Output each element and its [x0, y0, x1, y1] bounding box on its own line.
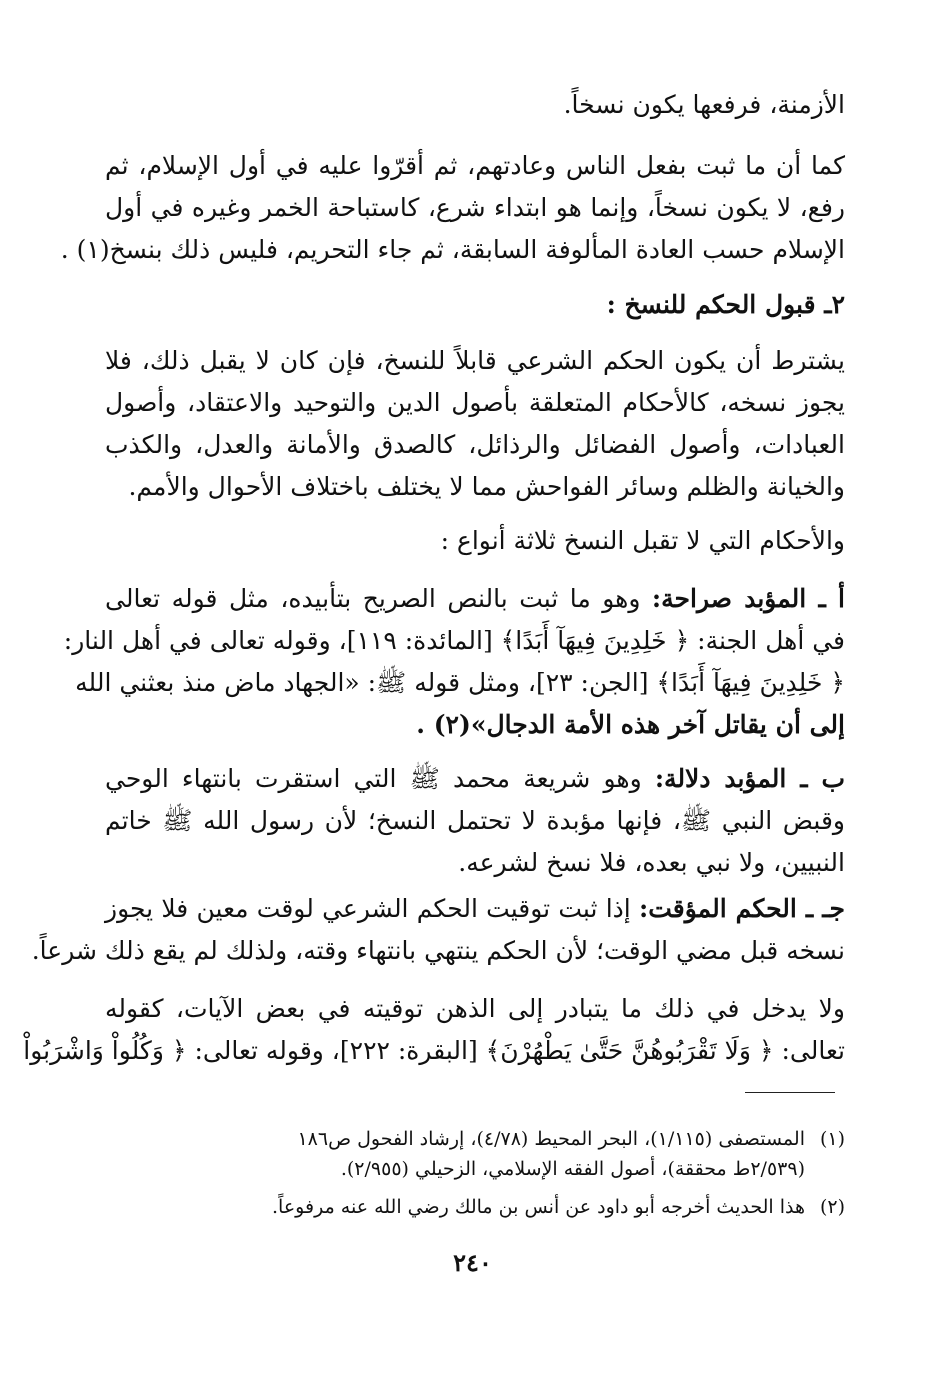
- footnote-line: [105, 1192, 845, 1222]
- paragraph-intro: [105, 84, 845, 126]
- footnote-text: هذا الحديث أخرجه أبو داود عن أنس بن مالك رضي الله عنه مرفوعاً.: [272, 1196, 805, 1218]
- text-line: نسخه قبل مضي الوقت؛ لأن الحكم ينتهي بانتهاء وقته، ولذلك لم يقع ذلك شرعاً.: [31, 936, 845, 965]
- text-line: العبادات، وأصول الفضائل والرذائل، كالصدق والأمانة والعدل، والكذب: [105, 430, 845, 459]
- type-a-paragraph: [63, 578, 846, 746]
- footnote-2: [105, 1192, 845, 1222]
- text-line: تعالى: ﴿ وَلَا تَقْرَبُوهُنَّ حَتَّىٰ يَطْهُرْنَ﴾ [البقرة: ٢٢٢]، وقوله تعالى: ﴿ وَكُلُواْ وَاشْرَبُواْ: [23, 1036, 845, 1065]
- text-line: الإسلام حسب العادة المألوفة السابقة، ثم جاء التحريم، فليس ذلك بنسخ(١) .: [60, 235, 845, 264]
- footnote-number: (١): [819, 1128, 845, 1150]
- type-b-label: ب ـ المؤبد دلالة:: [654, 764, 845, 793]
- text-line: رفع، لا يكون نسخاً، وإنما هو ابتداء شرع، كاستباحة الخمر وغيره في أول: [105, 193, 845, 222]
- text-line: والخيانة والظلم وسائر الفواحش مما لا يختلف باختلاف الأحوال والأمم.: [128, 472, 845, 501]
- text-line: [105, 578, 845, 620]
- type-a-line: وهو ما ثبت بالنص الصريح بتأبيده، مثل قوله تعالى: [105, 584, 641, 613]
- type-a-label: أ ـ المؤبد صراحة:: [651, 584, 846, 613]
- footnote-line: [105, 1124, 845, 1154]
- text-line: الأزمنة، فرفعها يكون نسخاً.: [563, 90, 845, 119]
- footnote-line: (٢/٥٣٩ط محققة)، أصول الفقه الإسلامي، الزحيلي (٢/٩٥٥).: [340, 1158, 805, 1180]
- paragraph-1: [60, 145, 845, 271]
- paragraph-2: [105, 340, 845, 508]
- text-line: إلى أن يقاتل آخر هذه الأمة الدجال»(٢) .: [416, 710, 845, 739]
- type-c-label: جـ ـ الحكم المؤقت:: [639, 894, 845, 923]
- text-line: ولا يدخل في ذلك ما يتبادر إلى الذهن توقيته في بعض الآيات، كقوله: [105, 994, 845, 1023]
- type-c-paragraph: [31, 888, 845, 972]
- text-line: ﴿ خَلِدِينَ فِيهَآ أَبَدًا﴾ [الجن: ٢٣]، ومثل قوله ﷺ: «الجهاد ماض منذ بعثني الله: [75, 668, 845, 697]
- footnote-divider: [745, 1092, 835, 1093]
- footnote-text: المستصفى (١/١١٥)، البحر المحيط (٤/٧٨)، إرشاد الفحول ص١٨٦: [297, 1128, 805, 1150]
- page-number: ٢٤٠: [453, 1248, 492, 1277]
- text-line: وقبض النبي ﷺ، فإنها مؤبدة لا تحتمل النسخ؛ لأن رسول الله ﷺ خاتم: [105, 806, 845, 835]
- text-line: [105, 888, 845, 930]
- type-c-line: إذا ثبت توقيت الحكم الشرعي لوقت معين فلا يجوز: [105, 894, 631, 923]
- section-heading: ٢ـ قبول الحكم للنسخ :: [606, 290, 845, 319]
- text-line: يشترط أن يكون الحكم الشرعي قابلاً للنسخ، فإن كان لا يقبل ذلك، فلا: [105, 346, 845, 375]
- paragraph-4: [23, 988, 845, 1072]
- footnote-number: (٢): [819, 1196, 845, 1218]
- type-b-paragraph: [105, 758, 845, 884]
- text-line: والأحكام التي لا تقبل النسخ ثلاثة أنواع :: [440, 526, 845, 555]
- text-line: كما أن ما ثبت بفعل الناس وعادتهم، ثم أقرّوا عليه في أول الإسلام، ثم: [105, 151, 845, 180]
- text-line: يجوز نسخه، كالأحكام المتعلقة بأصول الدين والتوحيد والاعتقاد، وأصول: [105, 388, 845, 417]
- paragraph-3: [105, 520, 845, 562]
- type-b-line: وهو شريعة محمد ﷺ التي استقرت بانتهاء الوحي: [105, 764, 642, 793]
- text-line: [105, 758, 845, 800]
- text-line: في أهل الجنة: ﴿ خَلِدِينَ فِيهَآ أَبَدًا﴾ [المائدة: ١١٩]، وقوله تعالى في أهل النار:: [63, 626, 845, 655]
- text-line: النبيين، ولا نبي بعده، فلا نسخ لشرعه.: [458, 848, 845, 877]
- footnote-1: [105, 1124, 845, 1184]
